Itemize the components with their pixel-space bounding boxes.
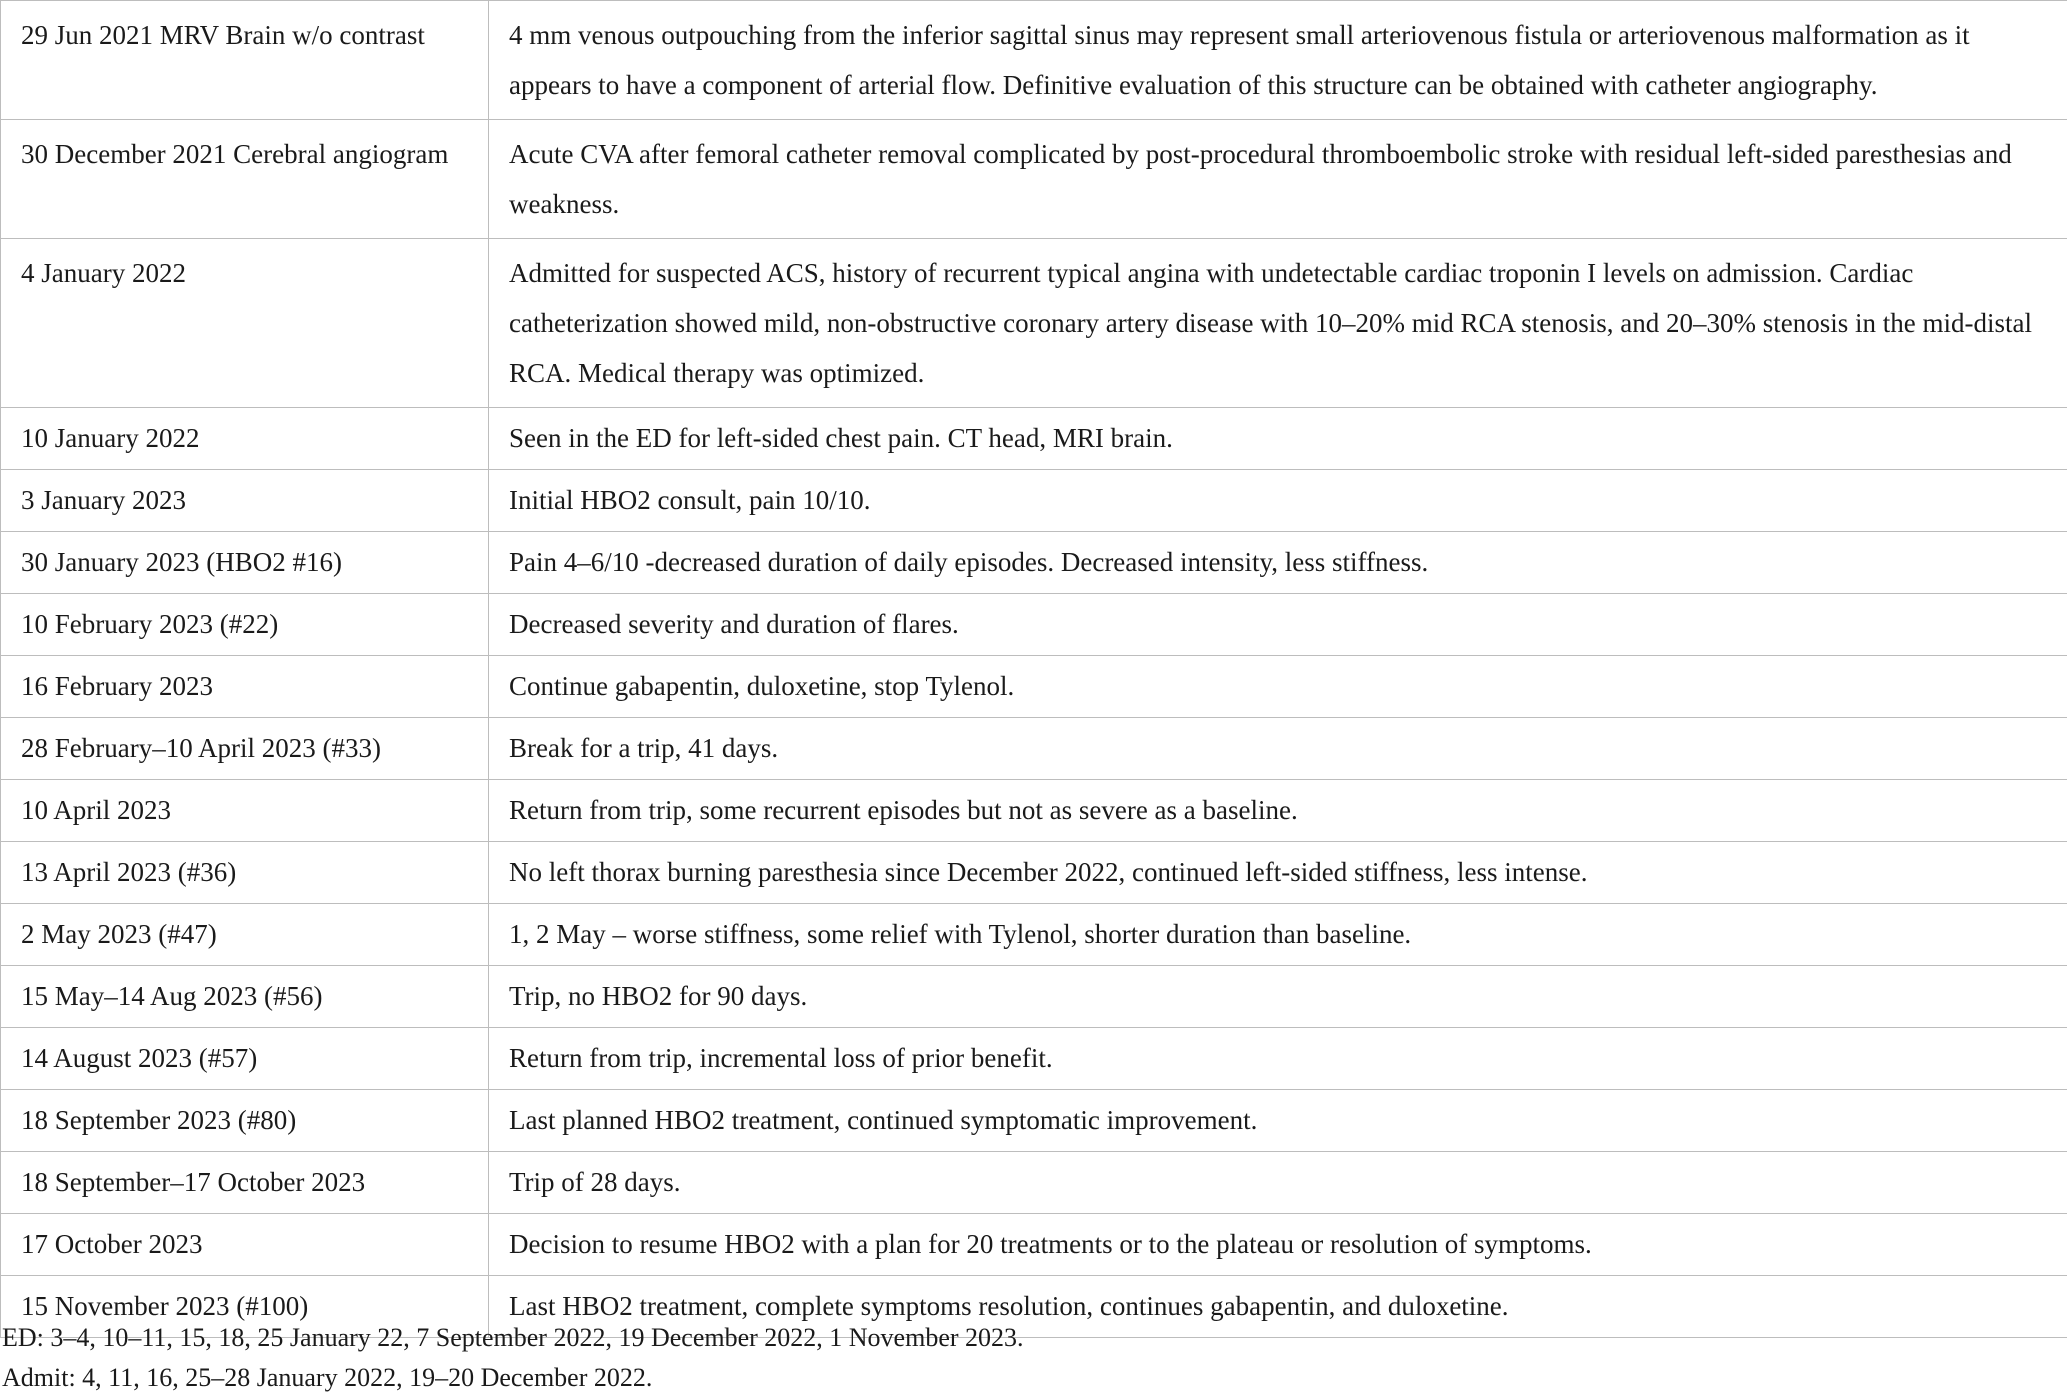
date-cell: 3 January 2023	[1, 470, 489, 532]
date-cell: 10 April 2023	[1, 780, 489, 842]
table-footnotes	[0, 1318, 1024, 1398]
timeline-table-body	[1, 1, 2067, 1338]
table-row	[1, 966, 2067, 1028]
date-cell: 14 August 2023 (#57)	[1, 1028, 489, 1090]
table-row	[1, 718, 2067, 780]
table-row	[1, 532, 2067, 594]
footnote-ed: ED: 3–4, 10–11, 15, 18, 25 January 22, 7 September 2022, 19 December 2022, 1 November 2023.	[2, 1323, 1024, 1352]
event-cell: 1, 2 May – worse stiffness, some relief with Tylenol, shorter duration than baseline.	[489, 904, 2067, 966]
date-cell: 16 February 2023	[1, 656, 489, 718]
table-row	[1, 1090, 2067, 1152]
table-row	[1, 842, 2067, 904]
date-cell: 15 May–14 Aug 2023 (#56)	[1, 966, 489, 1028]
table-row	[1, 239, 2067, 408]
table-row	[1, 1028, 2067, 1090]
table-row	[1, 408, 2067, 470]
table-row	[1, 904, 2067, 966]
footnote-admit: Admit: 4, 11, 16, 25–28 January 2022, 19–20 December 2022.	[2, 1363, 653, 1392]
event-cell: Trip of 28 days.	[489, 1152, 2067, 1214]
date-cell: 2 May 2023 (#47)	[1, 904, 489, 966]
event-cell: Admitted for suspected ACS, history of recurrent typical angina with undetectable cardiac troponin I levels on admission. Cardiac catheterization showed mild, non-obstructive coronary artery disease with 10–20% mid RCA stenosis, and 20–30% stenosis in the mid-distal RCA. Medical therapy was optimized.	[489, 239, 2067, 408]
date-cell: 29 Jun 2021 MRV Brain w/o contrast	[1, 1, 489, 120]
date-cell: 28 February–10 April 2023 (#33)	[1, 718, 489, 780]
date-cell: 10 February 2023 (#22)	[1, 594, 489, 656]
table-row	[1, 780, 2067, 842]
table-row	[1, 656, 2067, 718]
event-cell: Seen in the ED for left-sided chest pain. CT head, MRI brain.	[489, 408, 2067, 470]
event-cell: Last HBO2 treatment, complete symptoms resolution, continues gabapentin, and duloxetine.	[489, 1276, 2067, 1338]
table-row	[1, 1152, 2067, 1214]
event-cell: 4 mm venous outpouching from the inferior sagittal sinus may represent small arteriovenous fistula or arteriovenous malformation as it appears to have a component of arterial flow. Definitive evaluation of this structure can be obtained with catheter angiography.	[489, 1, 2067, 120]
event-cell: Initial HBO2 consult, pain 10/10.	[489, 470, 2067, 532]
event-cell: Return from trip, some recurrent episodes but not as severe as a baseline.	[489, 780, 2067, 842]
date-cell: 18 September 2023 (#80)	[1, 1090, 489, 1152]
date-cell: 4 January 2022	[1, 239, 489, 408]
date-cell: 18 September–17 October 2023	[1, 1152, 489, 1214]
table-row	[1, 470, 2067, 532]
table-row	[1, 1214, 2067, 1276]
date-cell: 30 January 2023 (HBO2 #16)	[1, 532, 489, 594]
event-cell: Last planned HBO2 treatment, continued symptomatic improvement.	[489, 1090, 2067, 1152]
table-row	[1, 120, 2067, 239]
date-cell: 10 January 2022	[1, 408, 489, 470]
event-cell: Continue gabapentin, duloxetine, stop Tylenol.	[489, 656, 2067, 718]
date-cell: 13 April 2023 (#36)	[1, 842, 489, 904]
date-cell: 17 October 2023	[1, 1214, 489, 1276]
event-cell: Break for a trip, 41 days.	[489, 718, 2067, 780]
event-cell: Acute CVA after femoral catheter removal complicated by post-procedural thromboembolic stroke with residual left-sided paresthesias and weakness.	[489, 120, 2067, 239]
event-cell: Return from trip, incremental loss of prior benefit.	[489, 1028, 2067, 1090]
table-row	[1, 1, 2067, 120]
event-cell: Decision to resume HBO2 with a plan for 20 treatments or to the plateau or resolution of symptoms.	[489, 1214, 2067, 1276]
date-cell: 15 November 2023 (#100)	[1, 1276, 489, 1338]
date-cell: 30 December 2021 Cerebral angiogram	[1, 120, 489, 239]
event-cell: No left thorax burning paresthesia since December 2022, continued left-sided stiffness, less intense.	[489, 842, 2067, 904]
event-cell: Trip, no HBO2 for 90 days.	[489, 966, 2067, 1028]
event-cell: Decreased severity and duration of flares.	[489, 594, 2067, 656]
event-cell: Pain 4–6/10 -decreased duration of daily episodes. Decreased intensity, less stiffness.	[489, 532, 2067, 594]
table-row	[1, 594, 2067, 656]
